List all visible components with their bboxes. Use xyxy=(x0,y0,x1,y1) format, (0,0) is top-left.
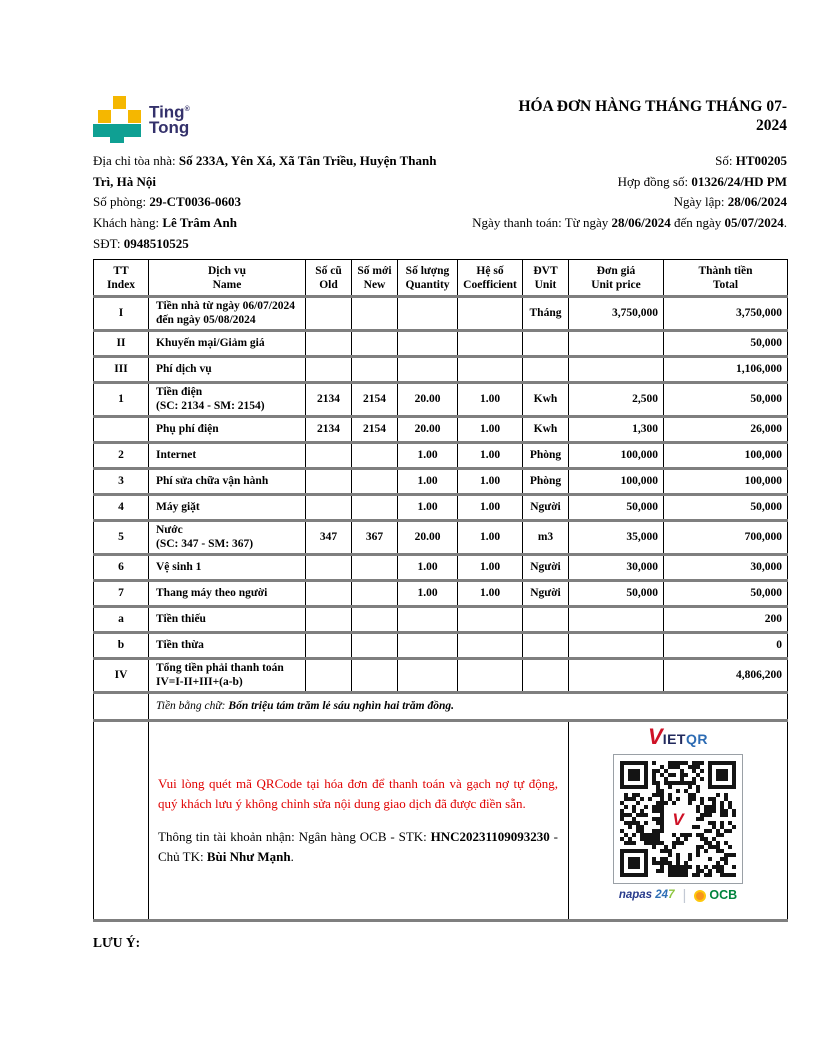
cell-total: 200 xyxy=(664,607,788,633)
cell-total: 1,106,000 xyxy=(664,357,788,383)
cell-tt: 1 xyxy=(94,383,149,417)
invoice-info xyxy=(93,151,787,255)
invoice-row xyxy=(94,331,788,357)
payment-row xyxy=(94,721,788,921)
invoice-row xyxy=(94,659,788,693)
cell-unit: Người xyxy=(523,581,569,607)
column-header-unit-price: Đơn giá Unit price xyxy=(569,260,664,297)
footer-note-label: LƯU Ý: xyxy=(93,935,141,950)
cell-qty: 1.00 xyxy=(398,581,458,607)
cell-total: 0 xyxy=(664,633,788,659)
cell-new xyxy=(352,607,398,633)
customer-name: Khách hàng: Lê Trâm Anh xyxy=(93,215,237,231)
cell-tt: I xyxy=(94,297,149,331)
cell-tt: IV xyxy=(94,659,149,693)
building-address-line2: Trì, Hà Nội xyxy=(93,173,156,189)
invoice-row xyxy=(94,495,788,521)
cell-qty xyxy=(398,331,458,357)
cell-unit: Phòng xyxy=(523,469,569,495)
table-header xyxy=(94,260,788,297)
cell-total: 50,000 xyxy=(664,495,788,521)
cell-total: 700,000 xyxy=(664,521,788,555)
cell-old xyxy=(306,581,352,607)
cell-coef xyxy=(458,659,523,693)
cell-unit xyxy=(523,357,569,383)
cell-total: 50,000 xyxy=(664,581,788,607)
cell-price: 100,000 xyxy=(569,443,664,469)
cell-name: Phụ phí điện xyxy=(149,417,306,443)
invoice-row xyxy=(94,581,788,607)
invoice-row xyxy=(94,555,788,581)
invoice-row xyxy=(94,521,788,555)
cell-old: 347 xyxy=(306,521,352,555)
cell-coef: 1.00 xyxy=(458,521,523,555)
cell-new xyxy=(352,469,398,495)
cell-new xyxy=(352,555,398,581)
payment-period: Ngày thanh toán: Từ ngày 28/06/2024 đến ngày 05/07/2024. xyxy=(472,215,787,231)
cell-qty xyxy=(398,659,458,693)
contract-number: Hợp đồng số: 01326/24/HD PM xyxy=(617,173,787,189)
cell-unit xyxy=(523,607,569,633)
table-body xyxy=(94,297,788,693)
tingtong-logo xyxy=(93,95,190,143)
cell-new xyxy=(352,659,398,693)
napas-logo: napas 247 xyxy=(618,889,675,901)
cell-new xyxy=(352,357,398,383)
ocb-icon xyxy=(694,890,706,902)
tingtong-logo-text: Ting® Tong xyxy=(149,102,190,138)
cell-unit: Phòng xyxy=(523,443,569,469)
cell-old xyxy=(306,659,352,693)
cell-tt: a xyxy=(94,607,149,633)
trademark-mark: ® xyxy=(184,105,190,113)
cell-qty xyxy=(398,297,458,331)
cell-price: 50,000 xyxy=(569,581,664,607)
cell-qty: 20.00 xyxy=(398,417,458,443)
cell-tt: 7 xyxy=(94,581,149,607)
cell-tt: 3 xyxy=(94,469,149,495)
cell-total: 3,750,000 xyxy=(664,297,788,331)
cell-tt: b xyxy=(94,633,149,659)
cell-unit xyxy=(523,331,569,357)
invoice-row xyxy=(94,469,788,495)
cell-coef xyxy=(458,357,523,383)
cell-total: 4,806,200 xyxy=(664,659,788,693)
cell-old xyxy=(306,297,352,331)
cell-new xyxy=(352,331,398,357)
cell-tt: III xyxy=(94,357,149,383)
cell-old xyxy=(306,443,352,469)
cell-qty: 1.00 xyxy=(398,443,458,469)
amount-words-index-cell xyxy=(94,693,149,721)
cell-qty: 20.00 xyxy=(398,383,458,417)
invoice-row xyxy=(94,607,788,633)
cell-qty: 20.00 xyxy=(398,521,458,555)
document-title-line1: HÓA ĐƠN HÀNG THÁNG THÁNG 07- xyxy=(518,98,787,115)
cell-unit: Người xyxy=(523,495,569,521)
cell-total: 100,000 xyxy=(664,469,788,495)
cell-coef xyxy=(458,297,523,331)
cell-unit xyxy=(523,633,569,659)
column-header-quantity: Số lượng Quantity xyxy=(398,260,458,297)
cell-coef xyxy=(458,607,523,633)
cell-new: 2154 xyxy=(352,383,398,417)
cell-coef: 1.00 xyxy=(458,417,523,443)
cell-price xyxy=(569,633,664,659)
customer-info xyxy=(93,151,438,255)
invoice-meta xyxy=(438,151,787,255)
cell-name: Nước (SC: 347 - SM: 367) xyxy=(149,521,306,555)
cell-tt: 6 xyxy=(94,555,149,581)
cell-price: 1,300 xyxy=(569,417,664,443)
column-header-name: Dịch vụ Name xyxy=(149,260,306,297)
cell-unit: Tháng xyxy=(523,297,569,331)
document-title-line2: 2024 xyxy=(756,117,787,134)
cell-name: Phí dịch vụ xyxy=(149,357,306,383)
cell-unit: m3 xyxy=(523,521,569,555)
phone-number: SĐT: 0948510525 xyxy=(93,235,189,251)
cell-old: 2134 xyxy=(306,383,352,417)
cell-old xyxy=(306,331,352,357)
payment-logos xyxy=(569,889,787,903)
cell-name: Tiền thiếu xyxy=(149,607,306,633)
cell-tt: 2 xyxy=(94,443,149,469)
cell-new: 367 xyxy=(352,521,398,555)
vietqr-logo: VIETQR xyxy=(648,724,708,749)
cell-price: 3,750,000 xyxy=(569,297,664,331)
cell-price: 30,000 xyxy=(569,555,664,581)
table-header-row xyxy=(94,260,788,297)
cell-name: Thang máy theo người xyxy=(149,581,306,607)
invoice-row xyxy=(94,357,788,383)
cell-coef: 1.00 xyxy=(458,581,523,607)
cell-new xyxy=(352,297,398,331)
cell-name: Tổng tiền phải thanh toán IV=I-II+III+(a-b) xyxy=(149,659,306,693)
cell-price: 100,000 xyxy=(569,469,664,495)
payment-index-cell xyxy=(94,721,149,921)
cell-coef: 1.00 xyxy=(458,469,523,495)
cell-new xyxy=(352,495,398,521)
cell-unit: Kwh xyxy=(523,417,569,443)
invoice-row xyxy=(94,383,788,417)
cell-price xyxy=(569,331,664,357)
invoice-row xyxy=(94,297,788,331)
cell-qty xyxy=(398,607,458,633)
column-header-unit: ĐVT Unit xyxy=(523,260,569,297)
cell-coef: 1.00 xyxy=(458,443,523,469)
invoice-number: Số: HT00205 xyxy=(715,153,787,168)
cell-new xyxy=(352,581,398,607)
cell-coef: 1.00 xyxy=(458,495,523,521)
table-footer-section xyxy=(94,693,788,921)
cell-unit: Người xyxy=(523,555,569,581)
cell-price: 2,500 xyxy=(569,383,664,417)
cell-old: 2134 xyxy=(306,417,352,443)
invoice-table xyxy=(93,259,788,922)
cell-total: 30,000 xyxy=(664,555,788,581)
invoice-row xyxy=(94,417,788,443)
cell-name: Tiền nhà từ ngày 06/07/2024 đến ngày 05/08/2024 xyxy=(149,297,306,331)
amount-words-row xyxy=(94,693,788,721)
cell-new xyxy=(352,633,398,659)
invoice-row xyxy=(94,443,788,469)
cell-qty: 1.00 xyxy=(398,495,458,521)
invoice-row xyxy=(94,633,788,659)
cell-unit xyxy=(523,659,569,693)
cell-price xyxy=(569,607,664,633)
cell-tt xyxy=(94,417,149,443)
cell-qty xyxy=(398,633,458,659)
cell-coef xyxy=(458,331,523,357)
cell-total: 50,000 xyxy=(664,331,788,357)
cell-tt: 5 xyxy=(94,521,149,555)
account-info-text: Thông tin tài khoản nhận: Ngân hàng OCB - STK: HNC20231109093230 - Chủ TK: Bùi Như Mạnh. xyxy=(158,829,558,864)
cell-qty xyxy=(398,357,458,383)
cell-name: Khuyến mại/Giảm giá xyxy=(149,331,306,357)
cell-old xyxy=(306,495,352,521)
qr-code xyxy=(613,754,743,884)
tingtong-logo-icon xyxy=(93,95,141,143)
ocb-logo: OCB xyxy=(694,889,737,903)
cell-unit: Kwh xyxy=(523,383,569,417)
cell-total: 50,000 xyxy=(664,383,788,417)
cell-tt: II xyxy=(94,331,149,357)
cell-new: 2154 xyxy=(352,417,398,443)
cell-new xyxy=(352,443,398,469)
column-header-coefficient: Hệ số Coefficient xyxy=(458,260,523,297)
cell-coef xyxy=(458,633,523,659)
vietqr-panel xyxy=(569,721,788,921)
logo-divider: | xyxy=(682,887,687,904)
cell-price xyxy=(569,357,664,383)
cell-total: 26,000 xyxy=(664,417,788,443)
vietqr-v: V xyxy=(648,724,663,749)
column-header-total: Thành tiền Total xyxy=(664,260,788,297)
cell-coef: 1.00 xyxy=(458,383,523,417)
cell-name: Tiền thừa xyxy=(149,633,306,659)
cell-price xyxy=(569,659,664,693)
cell-total: 100,000 xyxy=(664,443,788,469)
issue-date: Ngày lập: 28/06/2024 xyxy=(673,194,787,210)
cell-coef: 1.00 xyxy=(458,555,523,581)
building-address-line1: Địa chỉ tòa nhà: Số 233A, Yên Xá, Xã Tân Triều, Huyện Thanh xyxy=(93,153,437,168)
cell-price: 35,000 xyxy=(569,521,664,555)
cell-old xyxy=(306,607,352,633)
cell-old xyxy=(306,469,352,495)
qr-instruction-text: Vui lòng quét mã QRCode tại hóa đơn để thanh toán và gạch nợ tự động, quý khách lưu ý không chỉnh sửa nội dung giao dịch đã được điền sẵn. xyxy=(158,776,558,811)
cell-old xyxy=(306,555,352,581)
cell-name: Tiền điện (SC: 2134 - SM: 2154) xyxy=(149,383,306,417)
cell-name: Internet xyxy=(149,443,306,469)
cell-qty: 1.00 xyxy=(398,555,458,581)
column-header-index: TT Index xyxy=(94,260,149,297)
cell-old xyxy=(306,357,352,383)
cell-tt: 4 xyxy=(94,495,149,521)
cell-name: Phí sửa chữa vận hành xyxy=(149,469,306,495)
cell-name: Vệ sinh 1 xyxy=(149,555,306,581)
cell-name: Máy giặt xyxy=(149,495,306,521)
column-header-new: Số mới New xyxy=(352,260,398,297)
svg-text:V: V xyxy=(672,810,684,829)
column-header-old: Số cũ Old xyxy=(306,260,352,297)
cell-price: 50,000 xyxy=(569,495,664,521)
document-title xyxy=(427,97,787,135)
cell-qty: 1.00 xyxy=(398,469,458,495)
amount-in-words: Tiền bằng chữ: Bốn triệu tám trăm lẻ sáu nghìn hai trăm đồng. xyxy=(149,693,788,721)
cell-old xyxy=(306,633,352,659)
room-number: Số phòng: 29-CT0036-0603 xyxy=(93,194,242,210)
payment-note-cell xyxy=(149,721,569,921)
